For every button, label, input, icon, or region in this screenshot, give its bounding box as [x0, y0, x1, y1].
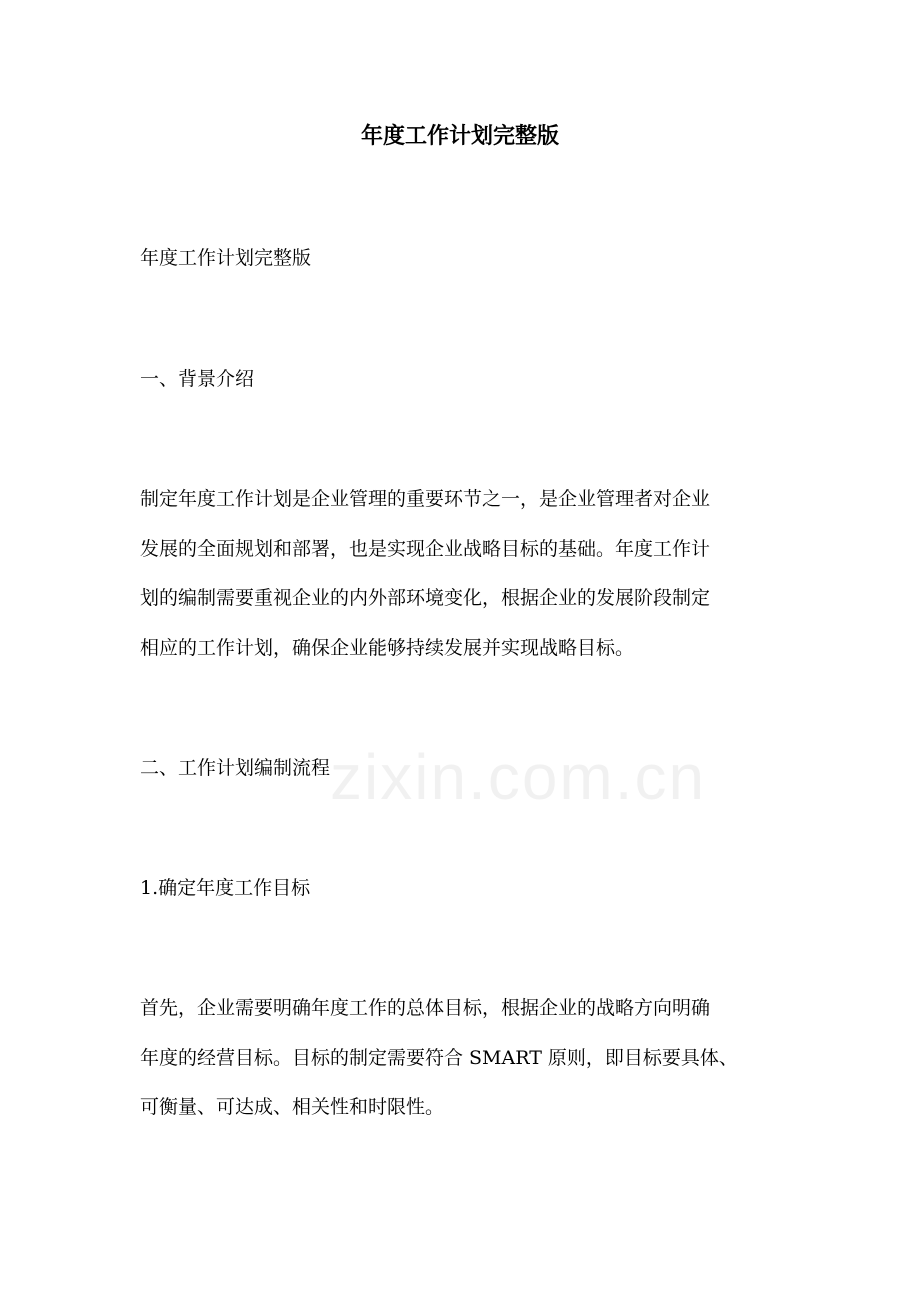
paragraph-line: 划的编制需要重视企业的内外部环境变化，根据企业的发展阶段制定: [140, 587, 711, 609]
section-heading-process: 二、工作计划编制流程: [140, 757, 331, 779]
watermark: zixin.com.cn: [330, 741, 707, 813]
section-heading-background: 一、背景介绍: [140, 368, 255, 390]
paragraph-line: 发展的全面规划和部署，也是实现企业战略目标的基础。年度工作计: [140, 538, 711, 560]
paragraph-line: 首先，企业需要明确年度工作的总体目标，根据企业的战略方向明确: [140, 997, 711, 1019]
subsection-heading: 1.确定年度工作目标: [140, 877, 311, 899]
paragraph-line: 相应的工作计划，确保企业能够持续发展并实现战略目标。: [140, 637, 635, 659]
paragraph-line: 年度的经营目标。目标的制定需要符合 SMART 原则，即目标要具体、: [140, 1047, 738, 1069]
paragraph-line: 制定年度工作计划是企业管理的重要环节之一，是企业管理者对企业: [140, 488, 711, 510]
paragraph-line: 可衡量、可达成、相关性和时限性。: [140, 1096, 445, 1118]
document-subtitle: 年度工作计划完整版: [140, 247, 312, 269]
document-title: 年度工作计划完整版: [360, 123, 559, 149]
